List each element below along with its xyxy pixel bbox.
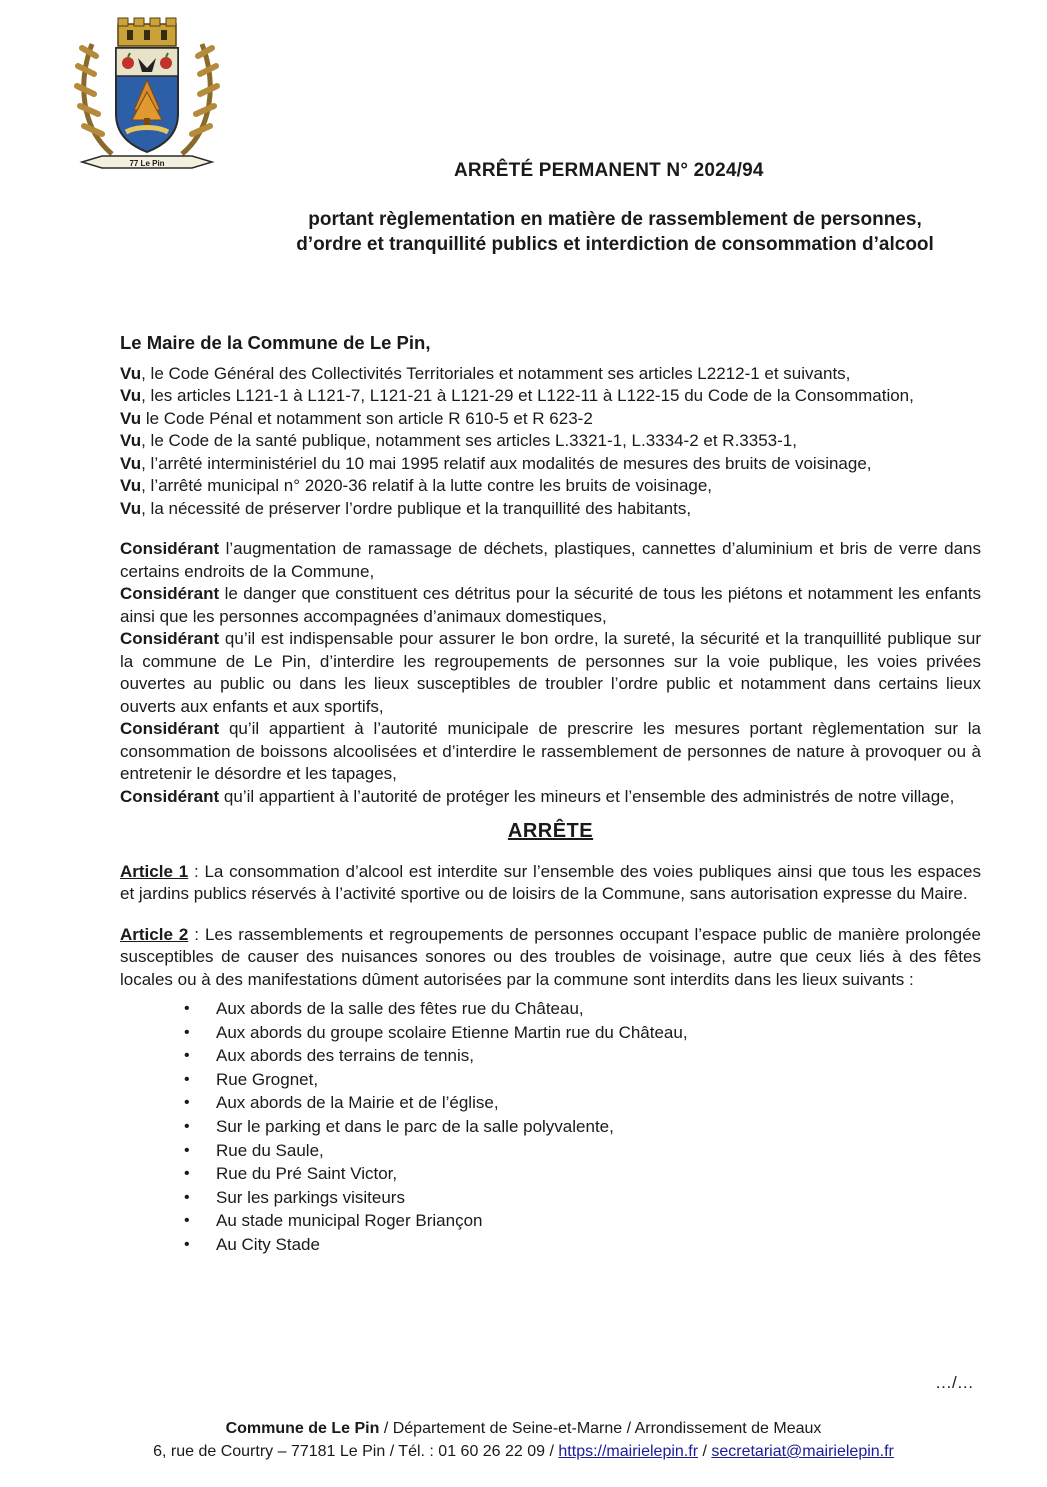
considerant-clause [120,583,981,628]
list-item: • Au City Stade [184,1233,981,1257]
subtitle-line-1: portant règlementation en matière de rassemblement de personnes, [308,209,922,230]
footer-separator: / [698,1443,712,1460]
article-label: Article 1 [120,861,189,881]
website-link[interactable]: https://mairielepin.fr [558,1443,699,1460]
list-item: • Sur le parking et dans le parc de la salle polyvalente, [184,1115,981,1139]
article-separator: : [188,924,205,944]
considerant-clause [120,628,981,718]
vu-text: , les articles L121-1 à L121-7, L121-21 à L121-29 et L122-11 à L122-15 du Code de la Consommation, [141,386,914,405]
article-2 [120,924,981,992]
footer-line-1 [0,1417,1047,1440]
document-body [120,332,981,1257]
list-item: • Rue du Pré Saint Victor, [184,1162,981,1186]
vu-text: , la nécessité de préserver l’ordre publique et la tranquillité des habitants, [141,498,692,518]
considerant-lead: Considérant [120,719,220,738]
vu-section [120,363,981,521]
municipal-coat-of-arms-logo [72,14,222,174]
list-item: • Au stade municipal Roger Briançon [184,1209,981,1233]
considerant-text: l’augmentation de ramassage de déchets, plastiques, cannettes d’aluminium et bris de verre dans certains endroits de la Commune, [120,539,981,581]
considerant-lead: Considérant [120,629,220,648]
continued-marker: …/… [935,1373,974,1392]
article-1 [120,861,981,906]
vu-clause [120,430,981,453]
vu-text: , le Code Général des Collectivités Territoriales et notamment ses articles L2212-1 et suivants, [141,363,851,383]
list-item: • Aux abords des terrains de tennis, [184,1044,981,1068]
considerant-clause [120,786,981,809]
list-item: • Aux abords de la Mairie et de l’église, [184,1091,981,1115]
list-item: • Aux abords de la salle des fêtes rue du Château, [184,997,981,1021]
footer-department: / Département de Seine-et-Marne / Arrondissement de Meaux [379,1420,822,1437]
considerant-text: qu’il appartient à l’autorité municipale de prescrire les mesures portant règlementation sur la consommation de boissons alcoolisées et d’interdire le rassemblement de personnes de nature à provoquer ou à entretenir le désordre et les tapages, [120,719,981,783]
vu-lead: Vu [120,363,142,383]
vu-clause [120,385,981,408]
vu-text: , le Code de la santé publique, notamment ses articles L.3321-1, L.3334-2 et R.3353-1, [141,431,797,450]
article-text: La consommation d’alcool est interdite sur l’ensemble des voies publiques ainsi que tous les espaces et jardins publics réservés à l’activité sportive ou de loisirs de la Commune, sans autorisation expresse du Maire. [120,861,981,903]
vu-lead: Vu [120,431,142,450]
list-item: • Sur les parkings visiteurs [184,1186,981,1210]
footer-commune: Commune de Le Pin [225,1420,380,1437]
vu-clause [120,453,981,476]
considerant-lead: Considérant [120,786,220,806]
article-separator: : [188,861,205,881]
vu-lead: Vu [120,408,142,428]
mayor-heading: Le Maire de la Commune de Le Pin, [120,332,431,353]
vu-clause [120,408,981,431]
vu-lead: Vu [120,498,142,518]
vu-text: le Code Pénal et notamment son article R 610-5 et R 623-2 [141,408,593,428]
considerant-text: qu’il est indispensable pour assurer le bon ordre, la sureté, la sécurité et la tranquillité publique sur la commune de Le Pin, d’interdire les regroupements de personnes sur la voie publique, les voies privées ouvertes au public ou dans les lieux susceptibles de troubler l’ordre public et notamment dans certains lieux ouverts aux enfants et aux sportifs, [120,629,981,716]
footer-line-2 [0,1440,1047,1463]
considerant-text: le danger que constituent ces détritus pour la sécurité de tous les piétons et notamment les enfants ainsi que les personnes accompagnées d’animaux domestiques, [120,584,981,626]
article-text: Les rassemblements et regroupements de personnes occupant l’espace public de manière prolongée susceptibles de causer des nuisances sonores ou des troubles de voisinage, autre que ceux liés à des fêtes locales ou à des manifestations dûment autorisées par la commune sont interdits dans les lieux suivants : [120,924,981,989]
vu-clause [120,363,981,386]
considerant-lead: Considérant [120,539,220,558]
arrete-heading: ARRÊTE [507,820,594,842]
vu-lead: Vu [120,453,142,473]
list-item: • Aux abords du groupe scolaire Etienne Martin rue du Château, [184,1021,981,1045]
document-subtitle [200,207,1030,257]
vu-lead: Vu [120,386,142,405]
footer-address: 6, rue de Courtry – 77181 Le Pin / Tél. : 01 60 26 22 09 / [153,1443,559,1460]
subtitle-line-2: d’ordre et tranquillité publics et interdiction de consommation d’alcool [296,234,934,255]
crest-banner-text: 77 Le Pin [129,159,165,168]
vu-clause [120,498,981,521]
considerant-text: qu’il appartient à l’autorité de protéger les mineurs et l’ensemble des administrés de notre village, [219,786,955,806]
document-title: ARRÊTÉ PERMANENT N° 2024/94 [454,160,764,181]
vu-clause [120,475,981,498]
vu-lead: Vu [120,476,142,495]
prohibited-places-list [120,997,981,1257]
considerant-lead: Considérant [120,584,220,603]
page-footer [0,1417,1047,1463]
considerant-clause [120,718,981,786]
vu-text: , l’arrêté interministériel du 10 mai 1995 relatif aux modalités de mesures des bruits de voisinage, [141,453,872,473]
list-item: • Rue Grognet, [184,1068,981,1092]
considerant-clause [120,538,981,583]
list-item: • Rue du Saule, [184,1139,981,1163]
article-label: Article 2 [120,924,189,944]
vu-text: , l’arrêté municipal n° 2020-36 relatif à la lutte contre les bruits de voisinage, [141,476,713,495]
email-link[interactable]: secretariat@mairielepin.fr [711,1443,894,1460]
considerant-section [120,538,981,808]
